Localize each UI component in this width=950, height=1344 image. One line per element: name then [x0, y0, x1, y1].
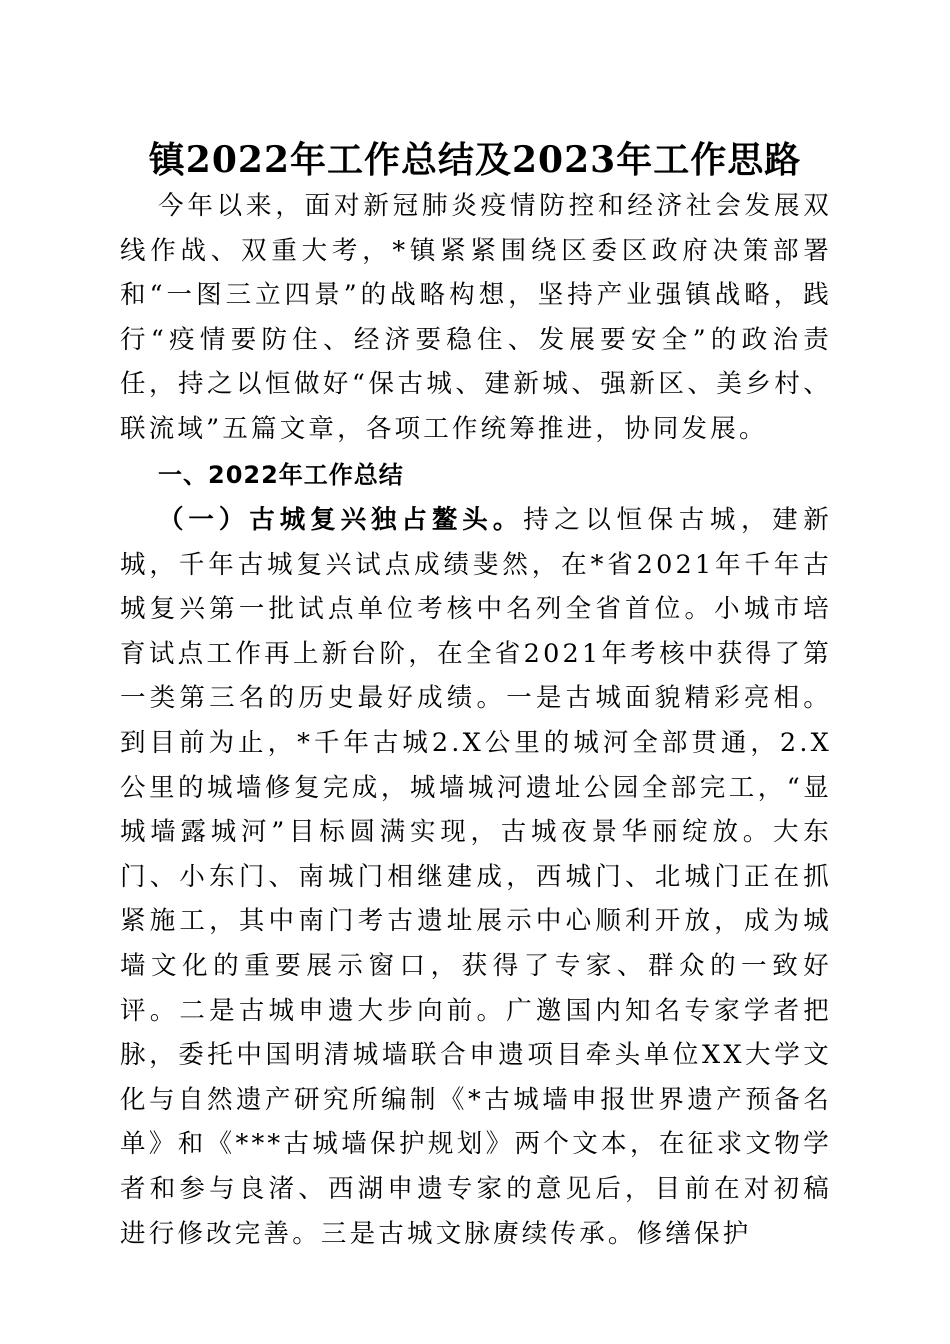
- section-heading-2022-summary: 一、2022年工作总结: [158, 461, 404, 489]
- subsection-lead-heading: （一）古城复兴独占鳌头。: [158, 505, 524, 535]
- subsection-body-text: 持之以恒保古城，建新城，千年古城复兴试点成绩斐然，在*省2021年千年古城复兴第一批试点单位考核中名列全省首位。小城市培育试点工作再上新台阶，在全省2021年考核中获得了第一类第三名的历史最好成绩。一是古城面貌精彩亮相。到目前为止，*千年古城2.X公里的城河全部贯通，2.X公里的城墙修复完成，城墙城河遗址公园全部完工，“显城墙露城河”目标圆满实现，古城夜景华丽绽放。大东门、小东门、南城门相继建成，西城门、北城门正在抓紧施工，其中南门考古遗址展示中心顺利开放，成为城墙文化的重要展示窗口，获得了专家、群众的一致好评。二是古城申遗大步向前。广邀国内知名专家学者把脉，委托中国明清城墙联合申遗项目牵头单位XX大学文化与自然遗产研究所编制《*古城墙申报世界遗产预备名单》和《***古城墙保护规划》两个文本，在征求文物学者和参与良渚、西湖申遗专家的意见后，目前在对初稿进行修改完善。三是古城文脉赓续传承。修缮保护: [120, 505, 832, 1249]
- intro-paragraph: 今年以来，面对新冠肺炎疫情防控和经济社会发展双线作战、双重大考，*镇紧紧围绕区委区政府决策部署和“一图三立四景”的战略构想，坚持产业强镇战略，践行“疫情要防住、经济要稳住、发展要安全”的政治责任，持之以恒做好“保古城、建新城、强新区、美乡村、联流域”五篇文章，各项工作统筹推进，协同发展。: [120, 191, 832, 444]
- document-title: 镇2022年工作总结及2023年工作思路: [148, 139, 802, 181]
- subsection-paragraph-ancient-city: [120, 498, 832, 1256]
